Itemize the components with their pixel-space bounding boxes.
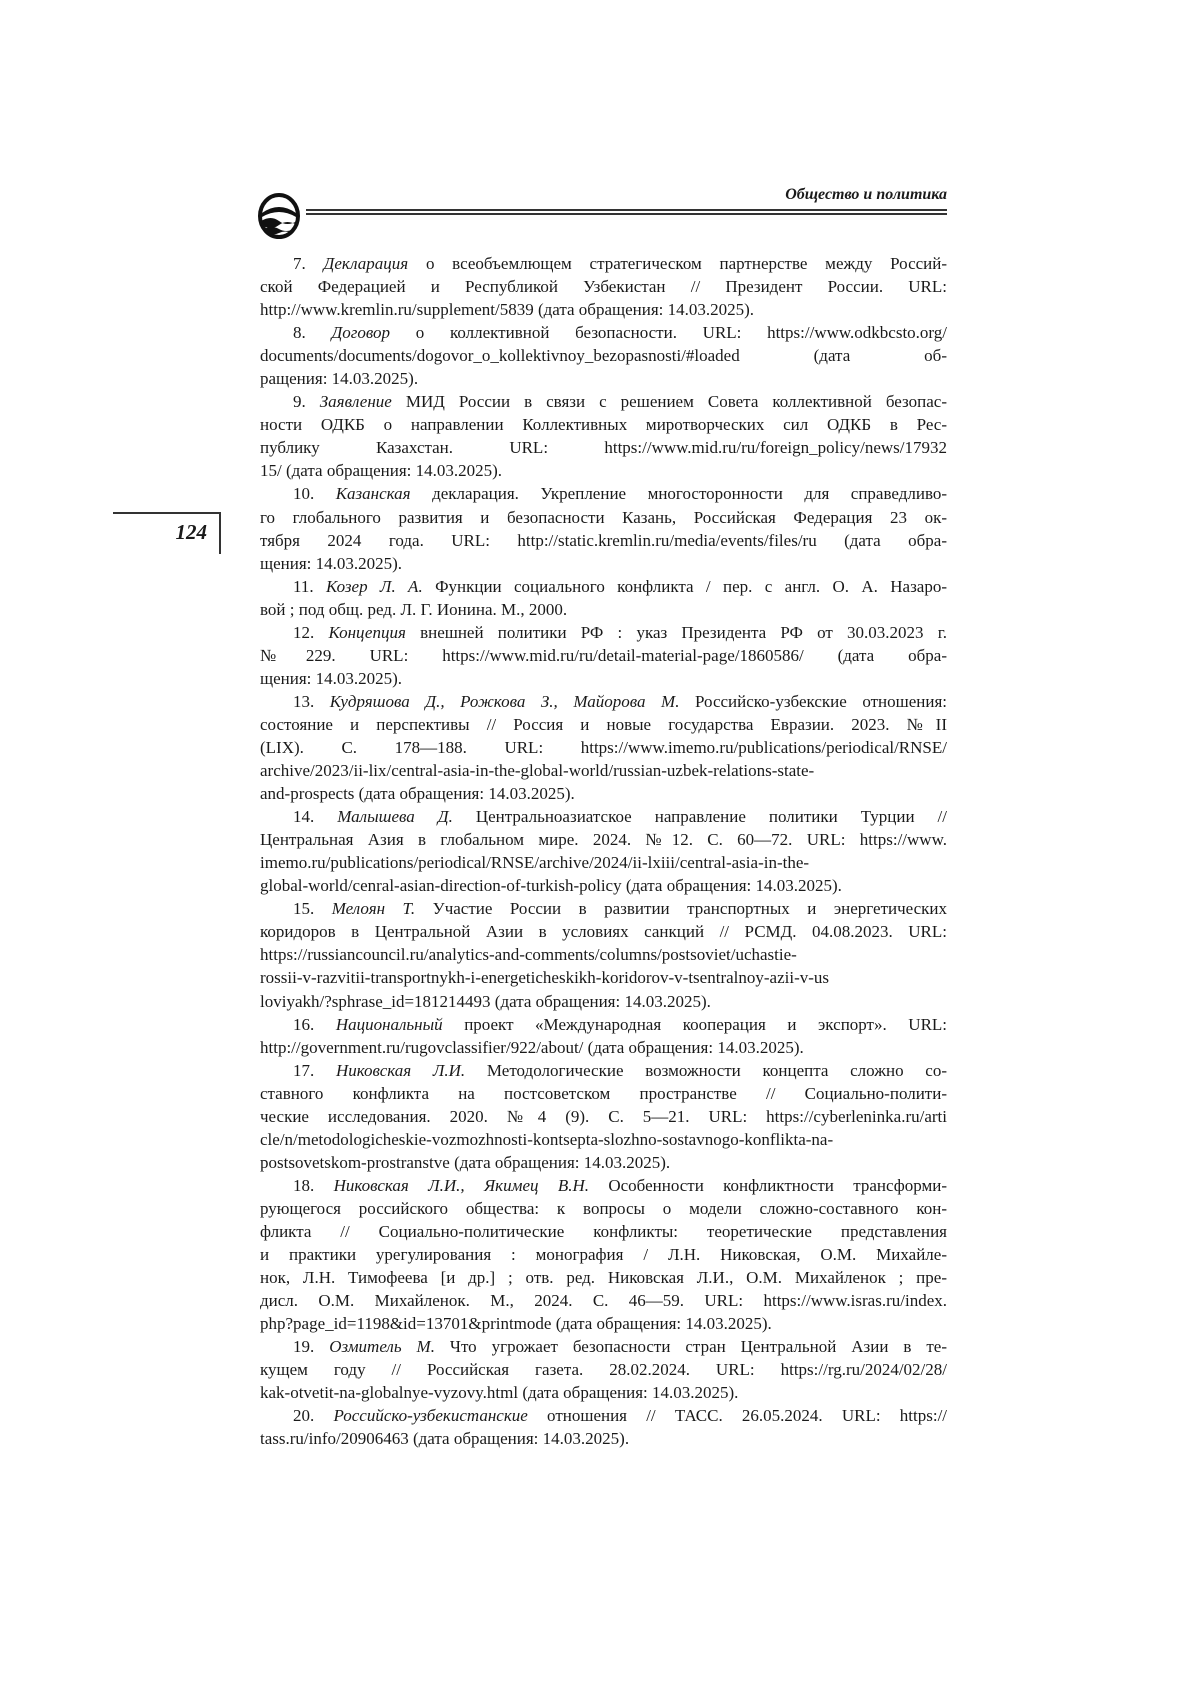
reference-text: декларация. Укрепление многосторонности для справедливо- — [432, 484, 948, 504]
reference-entry — [260, 1174, 947, 1335]
reference-author: Российско-узбекистанские — [333, 1406, 528, 1426]
reference-line: kak-otvetit-na-globalnye-vyzovy.html (дата обращения: 14.03.2025). — [260, 1383, 739, 1403]
reference-line: щения: 14.03.2025). — [260, 553, 403, 573]
journal-logo-icon — [256, 193, 302, 239]
reference-line: коридоров в Центральной Азии в условиях санкций // РСМД. 04.08.2023. URL: — [260, 922, 947, 942]
reference-line — [260, 1335, 947, 1358]
reference-line: cle/n/metodologicheskie-vozmozhnosti-kontsepta-slozhno-sostavnogo-konflikta-na- — [260, 1129, 834, 1149]
reference-author: Казанская — [335, 484, 411, 504]
reference-line: (LIX). С. 178—188. URL: https://www.imemo.ru/publications/periodical/RNSE/ — [260, 737, 947, 757]
reference-line: http://government.ru/rugovclassifier/922/about/ (дата обращения: 14.03.2025). — [260, 1037, 804, 1057]
reference-text: проект «Международная кооперация и экспорт». URL: — [464, 1014, 948, 1034]
reference-number: 11. — [293, 576, 314, 596]
reference-number: 12. — [293, 622, 315, 642]
reference-line — [260, 1174, 947, 1197]
reference-line: https://russiancouncil.ru/analytics-and-comments/columns/postsoviet/uchastie- — [260, 945, 797, 965]
reference-line — [260, 621, 947, 644]
reference-author: Никовская Л.И., Якимец В.Н. — [333, 1175, 589, 1195]
reference-text: внешней политики РФ : указ Президента РФ от 30.03.2023 г. — [420, 622, 948, 642]
reference-number: 16. — [293, 1014, 315, 1034]
reference-line: php?page_id=1198&id=13701&printmode (дата обращения: 14.03.2025). — [260, 1314, 772, 1334]
reference-number: 15. — [293, 899, 315, 919]
reference-line: нок, Л.Н. Тимофеева [и др.] ; отв. ред. Никовская Л.И., О.М. Михайленок ; пре- — [260, 1268, 947, 1288]
reference-entry — [260, 252, 947, 321]
reference-number: 20. — [293, 1406, 315, 1426]
reference-line: щения: 14.03.2025). — [260, 668, 403, 688]
reference-number: 9. — [293, 392, 306, 412]
reference-line — [260, 690, 947, 713]
reference-entry — [260, 575, 947, 621]
reference-line: global-world/cenral-asian-direction-of-turkish-policy (дата обращения: 14.03.2025). — [260, 876, 842, 896]
reference-entry — [260, 1013, 947, 1059]
reference-author: Концепция — [328, 622, 406, 642]
reference-entry — [260, 321, 947, 390]
reference-entry — [260, 897, 947, 1012]
page-number: 124 — [175, 520, 207, 544]
reference-number: 13. — [293, 691, 315, 711]
reference-line: ращения: 14.03.2025). — [260, 369, 419, 389]
reference-author: Декларация — [323, 254, 409, 273]
reference-line — [260, 482, 947, 505]
reference-line: №229. URL: https://www.mid.ru/ru/detail-material-page/1860586/ (дата обра- — [260, 645, 947, 665]
reference-text: Методологические возможности концепта сложно со- — [486, 1060, 947, 1080]
reference-line: archive/2023/ii-lix/central-asia-in-the-global-world/russian-uzbek-relations-state- — [260, 761, 815, 781]
reference-text: Особенности конфликтности трансформи- — [608, 1175, 947, 1195]
reference-entry — [260, 621, 947, 690]
reference-text: о коллективной безопасности. URL: https://www.odkbcsto.org/ — [415, 323, 948, 343]
reference-line: http://www.kremlin.ru/supplement/5839 (дата обращения: 14.03.2025). — [260, 300, 755, 320]
reference-line: loviyakh/?sphrase_id=181214493 (дата обращения: 14.03.2025). — [260, 991, 711, 1011]
reference-line — [260, 575, 947, 598]
reference-line — [260, 252, 947, 275]
reference-line — [260, 1059, 947, 1082]
reference-number: 7. — [293, 254, 306, 273]
reference-number: 17. — [293, 1060, 315, 1080]
reference-author: Малышева Д. — [337, 807, 453, 827]
reference-line: го глобального развития и безопасности Казань, Российская Федерация 23 ок- — [260, 507, 947, 527]
reference-entry — [260, 390, 947, 482]
reference-line: вой ; под общ. ред. Л. Г. Ионина. М., 2000. — [260, 599, 568, 619]
reference-line — [260, 805, 947, 828]
header-rule — [306, 213, 947, 215]
reference-author: Договор — [331, 323, 391, 343]
reference-author: Козер Л. А. — [325, 576, 423, 596]
reference-entry — [260, 1404, 947, 1450]
reference-author: Озмитель М. — [329, 1337, 435, 1357]
reference-text: Российско-узбекские отношения: — [695, 691, 948, 711]
reference-text: МИД России в связи с решением Совета коллективной безопас- — [405, 392, 947, 412]
reference-line: ческие исследования. 2020. №4 (9). С. 5—21. URL: https://cyberleninka.ru/arti — [260, 1106, 947, 1126]
reference-line: кущем году // Российская газета. 28.02.2024. URL: https://rg.ru/2024/02/28/ — [260, 1360, 947, 1380]
reference-line: и практики урегулирования : монография / Л.Н. Никовская, О.М. Михайле- — [260, 1245, 947, 1265]
reference-list — [260, 252, 947, 1450]
reference-text: Участие России в развитии транспортных и энергетических — [432, 899, 948, 919]
reference-entry — [260, 1335, 947, 1404]
reference-number: 10. — [293, 484, 315, 504]
reference-author: Заявление — [319, 392, 392, 412]
reference-line — [260, 897, 947, 920]
reference-line: postsovetskom-prostranstve (дата обращения: 14.03.2025). — [260, 1152, 671, 1172]
reference-line: tass.ru/info/20906463 (дата обращения: 14.03.2025). — [260, 1429, 630, 1449]
reference-line: 15/ (дата обращения: 14.03.2025). — [260, 461, 503, 481]
reference-line: публику Казахстан. URL: https://www.mid.ru/ru/foreign_policy/news/17932 — [260, 438, 947, 458]
reference-text: о всеобъемлющем стратегическом партнерстве между Россий- — [425, 254, 948, 273]
reference-text: отношения // ТАСС. 26.05.2024. URL: https:// — [547, 1406, 948, 1426]
reference-line — [260, 1404, 947, 1427]
reference-line: Центральная Азия в глобальном мире. 2024. №12. С. 60—72. URL: https://www. — [260, 830, 947, 850]
header-rule — [306, 209, 947, 211]
reference-text: Центральноазиатское направление политики Турции // — [475, 807, 948, 827]
running-title: Общество и политика — [785, 186, 947, 203]
reference-line: rossii-v-razvitii-transportnykh-i-energeticheskikh-koridorov-v-tsentralnoy-azii-v-us — [260, 968, 830, 988]
reference-line: ской Федерацией и Республикой Узбекистан // Президент России. URL: — [260, 277, 947, 297]
reference-author: Мелоян Т. — [331, 899, 416, 919]
reference-number: 19. — [293, 1337, 315, 1357]
reference-line: ставного конфликта на постсоветском пространстве // Социально-полити- — [260, 1083, 947, 1103]
reference-entry — [260, 805, 947, 897]
reference-author: Кудряшова Д., Рожкова З., Майорова М. — [329, 691, 680, 711]
reference-line: тября 2024 года. URL: http://static.kremlin.ru/media/events/files/ru (дата обра- — [260, 530, 947, 550]
reference-line: imemo.ru/publications/periodical/RNSE/archive/2024/ii-lxiii/central-asia-in-the- — [260, 853, 810, 873]
reference-line: рующегося российского общества: к вопросы о модели сложно-составного кон- — [260, 1198, 947, 1218]
reference-author: Национальный — [335, 1014, 443, 1034]
reference-line: documents/documents/dogovor_o_kollektivnoy_bezopasnosti/#loaded (дата об- — [260, 346, 947, 366]
reference-line: фликта // Социально-политические конфликты: теоретические представления — [260, 1221, 947, 1241]
reference-line: состояние и перспективы // Россия и новые государства Евразии. 2023. №II — [260, 714, 947, 734]
reference-line — [260, 390, 947, 413]
reference-line: ности ОДКБ о направлении Коллективных миротворческих сил ОДКБ в Рес- — [260, 415, 947, 435]
reference-text: Функции социального конфликта / пер. с англ. О. А. Назаро- — [435, 576, 948, 596]
reference-line: дисл. О.М. Михайленок. М., 2024. С. 46—59. URL: https://www.isras.ru/index. — [260, 1291, 947, 1311]
reference-number: 8. — [293, 323, 306, 343]
page-number-box — [113, 512, 221, 554]
reference-author: Никовская Л.И. — [335, 1060, 466, 1080]
reference-line — [260, 321, 947, 344]
reference-number: 18. — [293, 1175, 315, 1195]
reference-entry — [260, 690, 947, 805]
reference-line: and-prospects (дата обращения: 14.03.2025). — [260, 784, 575, 804]
reference-entry — [260, 1059, 947, 1174]
reference-text: Что угрожает безопасности стран Центральной Азии в те- — [449, 1337, 948, 1357]
reference-entry — [260, 482, 947, 574]
reference-line — [260, 1013, 947, 1036]
reference-number: 14. — [293, 807, 315, 827]
